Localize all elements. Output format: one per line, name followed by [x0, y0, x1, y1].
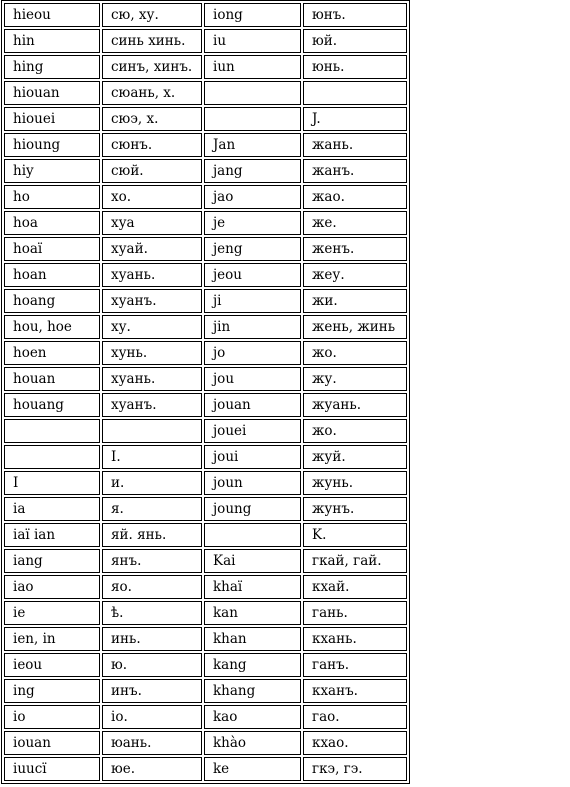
table-cell: hin	[4, 29, 100, 53]
table-row	[4, 29, 407, 53]
table-cell	[102, 419, 202, 443]
table-cell: iao	[4, 575, 100, 599]
table-cell: kan	[204, 601, 301, 625]
table-row	[4, 159, 407, 183]
table-cell: jou	[204, 367, 301, 391]
table-cell: khang	[204, 679, 301, 703]
table-cell: I.	[102, 445, 202, 469]
table-row	[4, 575, 407, 599]
table-cell: синъ, хинъ.	[102, 55, 202, 79]
table-row	[4, 757, 407, 781]
table-cell: iuucï	[4, 757, 100, 781]
table-cell: hou, hoe	[4, 315, 100, 339]
table-cell: ing	[4, 679, 100, 703]
table-cell: hiouei	[4, 107, 100, 131]
table-cell: ieou	[4, 653, 100, 677]
table-cell: khaï	[204, 575, 301, 599]
table-cell: hiouan	[4, 81, 100, 105]
table-row	[4, 601, 407, 625]
table-cell: сюань, х.	[102, 81, 202, 105]
table-cell: сю, ху.	[102, 3, 202, 27]
table-cell: сюнъ.	[102, 133, 202, 157]
table-cell: гао.	[303, 705, 407, 729]
table-cell: khan	[204, 627, 301, 651]
table-cell: jin	[204, 315, 301, 339]
table-cell: ho	[4, 185, 100, 209]
table-row	[4, 523, 407, 547]
table-cell: I	[4, 471, 100, 495]
table-cell: жань.	[303, 133, 407, 157]
table-row	[4, 315, 407, 339]
table-cell: hoen	[4, 341, 100, 365]
table-cell: хуай.	[102, 237, 202, 261]
table-cell: ю.	[102, 653, 202, 677]
table-cell: жеу.	[303, 263, 407, 287]
table-cell: joun	[204, 471, 301, 495]
table-cell: жо.	[303, 341, 407, 365]
table-cell: hing	[4, 55, 100, 79]
table-row	[4, 731, 407, 755]
table-cell: юань.	[102, 731, 202, 755]
table-cell	[4, 419, 100, 443]
table-cell: хуань.	[102, 263, 202, 287]
table-row	[4, 81, 407, 105]
table-cell: iu	[204, 29, 301, 53]
table-cell: kang	[204, 653, 301, 677]
table-cell: жень, жинь	[303, 315, 407, 339]
table-cell: кхай.	[303, 575, 407, 599]
table-cell: iang	[4, 549, 100, 573]
table-row	[4, 419, 407, 443]
table-cell: iaï ian	[4, 523, 100, 547]
table-cell: хуанъ.	[102, 289, 202, 313]
table-cell: jang	[204, 159, 301, 183]
table-cell: гань.	[303, 601, 407, 625]
table-cell: жунь.	[303, 471, 407, 495]
table-cell: io	[4, 705, 100, 729]
table-cell: янъ.	[102, 549, 202, 573]
table-cell: же.	[303, 211, 407, 235]
table-row	[4, 367, 407, 391]
table-cell: hoang	[4, 289, 100, 313]
table-cell: жанъ.	[303, 159, 407, 183]
table-cell: iun	[204, 55, 301, 79]
transliteration-table	[1, 0, 410, 784]
table-cell: синь хинь.	[102, 29, 202, 53]
table-row	[4, 653, 407, 677]
table-cell: Kai	[204, 549, 301, 573]
table-cell: hoaï	[4, 237, 100, 261]
table-cell: houan	[4, 367, 100, 391]
table-cell: инъ.	[102, 679, 202, 703]
table-cell: iо.	[102, 705, 202, 729]
table-cell: hoa	[4, 211, 100, 235]
table-cell: iong	[204, 3, 301, 27]
table-row	[4, 497, 407, 521]
table-cell: хунь.	[102, 341, 202, 365]
table-row	[4, 705, 407, 729]
table-cell: жи.	[303, 289, 407, 313]
table-cell: ху.	[102, 315, 202, 339]
table-row	[4, 211, 407, 235]
table-cell: я.	[102, 497, 202, 521]
table-row	[4, 263, 407, 287]
table-cell	[204, 81, 301, 105]
table-row	[4, 133, 407, 157]
table-cell: ia	[4, 497, 100, 521]
table-cell: жуй.	[303, 445, 407, 469]
table-cell: яй. янь.	[102, 523, 202, 547]
table-cell: жунъ.	[303, 497, 407, 521]
table-cell: J.	[303, 107, 407, 131]
table-row	[4, 549, 407, 573]
table-cell: кхао.	[303, 731, 407, 755]
table-cell: юнь.	[303, 55, 407, 79]
table-row	[4, 471, 407, 495]
table-cell: K.	[303, 523, 407, 547]
table-cell: jeou	[204, 263, 301, 287]
table-cell: жао.	[303, 185, 407, 209]
table-cell: ji	[204, 289, 301, 313]
table-row	[4, 55, 407, 79]
table-cell: гкэ, гэ.	[303, 757, 407, 781]
table-cell: ѣ.	[102, 601, 202, 625]
table-cell: кханъ.	[303, 679, 407, 703]
table-cell: hioung	[4, 133, 100, 157]
table-row	[4, 3, 407, 27]
table-cell: houang	[4, 393, 100, 417]
table-row	[4, 445, 407, 469]
table-cell: jeng	[204, 237, 301, 261]
table-cell: жу.	[303, 367, 407, 391]
table-cell	[4, 445, 100, 469]
table-cell: jouei	[204, 419, 301, 443]
table-body	[4, 3, 407, 781]
table-row	[4, 627, 407, 651]
table-cell: сюй.	[102, 159, 202, 183]
table-cell: hiy	[4, 159, 100, 183]
table-cell: яо.	[102, 575, 202, 599]
table-cell: joung	[204, 497, 301, 521]
table-cell: jao	[204, 185, 301, 209]
table-cell: юе.	[102, 757, 202, 781]
table-row	[4, 393, 407, 417]
table-cell: khào	[204, 731, 301, 755]
table-cell: je	[204, 211, 301, 235]
table-cell: jo	[204, 341, 301, 365]
table-cell: инь.	[102, 627, 202, 651]
table-cell: iouan	[4, 731, 100, 755]
table-row	[4, 289, 407, 313]
table-cell	[204, 107, 301, 131]
table-cell	[204, 523, 301, 547]
table-cell: Jan	[204, 133, 301, 157]
table-cell: жо.	[303, 419, 407, 443]
table-cell: хо.	[102, 185, 202, 209]
table-row	[4, 107, 407, 131]
table-cell: сюэ, х.	[102, 107, 202, 131]
table-row	[4, 185, 407, 209]
table-cell	[303, 81, 407, 105]
table-cell: кхань.	[303, 627, 407, 651]
table-cell: и.	[102, 471, 202, 495]
table-row	[4, 679, 407, 703]
table-cell: гкай, гай.	[303, 549, 407, 573]
table-cell: hoan	[4, 263, 100, 287]
table-cell: женъ.	[303, 237, 407, 261]
table-cell: ien, in	[4, 627, 100, 651]
table-cell: хуань.	[102, 367, 202, 391]
table-cell: joui	[204, 445, 301, 469]
table-cell: юй.	[303, 29, 407, 53]
table-cell: хуанъ.	[102, 393, 202, 417]
table-cell: жуань.	[303, 393, 407, 417]
table-cell: юнъ.	[303, 3, 407, 27]
table-row	[4, 341, 407, 365]
table-cell: ie	[4, 601, 100, 625]
table-cell: hieou	[4, 3, 100, 27]
table-cell: хуа	[102, 211, 202, 235]
table-cell: ke	[204, 757, 301, 781]
table-cell: jouan	[204, 393, 301, 417]
table-row	[4, 237, 407, 261]
table-cell: kao	[204, 705, 301, 729]
table-cell: ганъ.	[303, 653, 407, 677]
